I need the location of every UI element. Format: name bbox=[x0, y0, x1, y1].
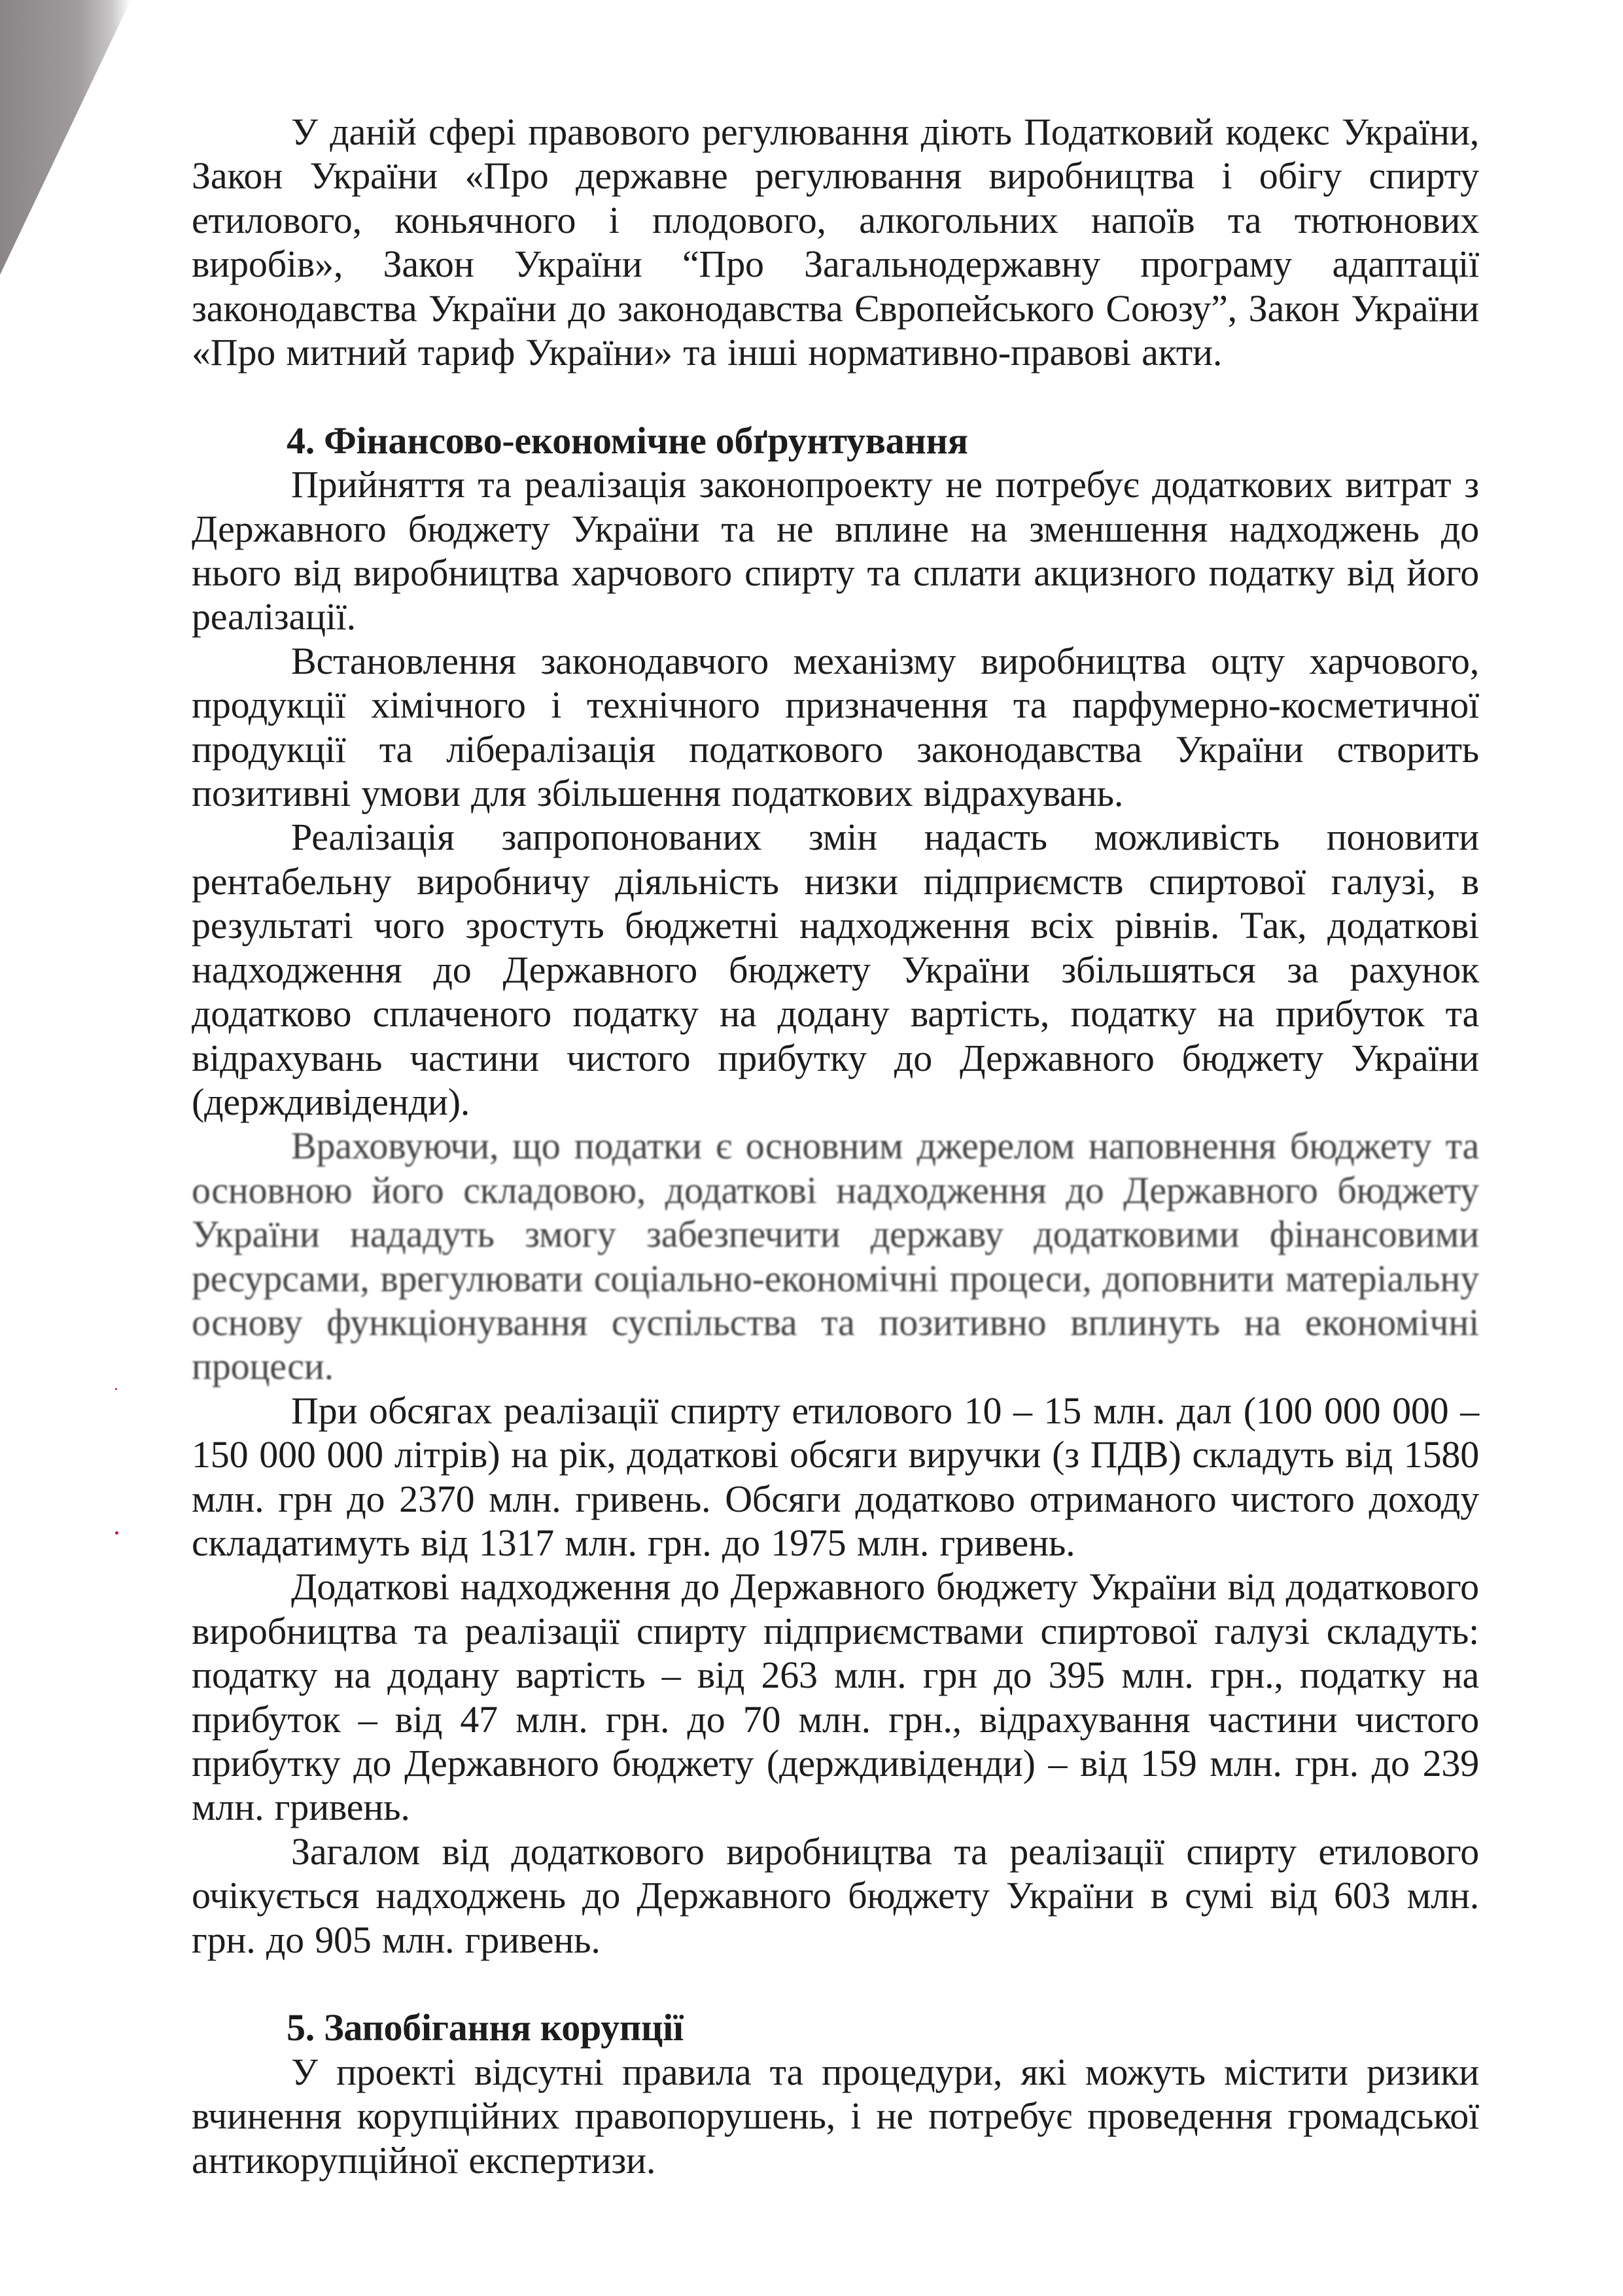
financial-paragraph-5: При обсягах реалізації спирту етилового 10 – 15 млн. дал (100 000 000 – 150 000 000 літрів) на рік, додаткові обсяги виручки (з ПДВ) складуть від 1580 млн. грн до 2370 млн. гривень. Обсяги додатково отриманого чистого доходу складатимуть від 1317 млн. грн. до 1975 млн. гривень. bbox=[192, 1389, 1479, 1564]
scan-artifact-dot bbox=[115, 1388, 117, 1390]
section-heading-financial: 4. Фінансово-економічне обґрунтування bbox=[287, 419, 968, 462]
corruption-paragraph-1: У проекті відсутні правила та процедури, які можуть містити ризики вчинення корупційних правопорушень, і не потребує проведення громадської антикорупційної експертизи. bbox=[192, 2050, 1479, 2182]
financial-paragraph-2: Встановлення законодавчого механізму виробництва оцту харчового, продукції хімічного і технічного призначення та парфумерно-косметичної продукції та лібералізація податкового законодавства України створить позитивні умови для збільшення податкових відрахувань. bbox=[192, 639, 1479, 815]
financial-paragraph-6: Додаткові надходження до Державного бюджету України від додаткового виробництва та реалізації спирту підприємствами спиртової галузі складуть: податку на додану вартість – від 263 млн. грн до 395 млн. грн., податку на прибуток – від 47 млн. грн. до 70 млн. грн., відрахування частини чистого прибутку до Державного бюджету (держдивіденди) – від 159 млн. грн. до 239 млн. гривень. bbox=[192, 1565, 1479, 1829]
section-heading-corruption: 5. Запобігання корупції bbox=[287, 2006, 684, 2049]
financial-paragraph-1: Прийняття та реалізація законопроекту не потребує додаткових витрат з Державного бюджету України та не вплине на зменшення надходжень до нього від виробництва харчового спирту та сплати акцизного податку від його реалізації. bbox=[192, 463, 1479, 638]
financial-paragraph-7: Загалом від додаткового виробництва та реалізації спирту етилового очікується надходжень до Державного бюджету України в сумі від 603 млн. грн. до 905 млн. гривень. bbox=[192, 1830, 1479, 1961]
scan-artifact-dot bbox=[115, 1531, 118, 1535]
document-page bbox=[192, 110, 1479, 2182]
financial-paragraph-4: Враховуючи, що податки є основним джерелом наповнення бюджету та основною його складовою, додаткові надходження до Державного бюджету України нададуть змогу забезпечити державу додатковими фінансовими ресурсами, врегулювати соціально-економічні процеси, доповнити матеріальну основу функціонування суспільства та позитивно вплинуть на економічні процеси. bbox=[192, 1124, 1479, 1388]
scan-shadow-corner bbox=[0, 0, 131, 275]
financial-paragraph-3: Реалізація запропонованих змін надасть можливість поновити рентабельну виробничу діяльність низки підприємств спиртової галузі, в результаті чого зростуть бюджетні надходження всіх рівнів. Так, додаткові надходження до Державного бюджету України збільшяться за рахунок додатково сплаченого податку на додану вартість, податку на прибуток та відрахувань частини чистого прибутку до Державного бюджету України (держдивіденди). bbox=[192, 816, 1479, 1123]
intro-paragraph: У даній сфері правового регулювання діють Податковий кодекс України, Закон України «Про державне регулювання виробництва і обігу спирту етилового, коньячного і плодового, алкогольних напоїв та тютюнових виробів», Закон України “Про Загальнодержавну програму адаптації законодавства України до законодавства Європейського Союзу”, Закон України «Про митний тариф України» та інші нормативно-правові акти. bbox=[192, 111, 1479, 374]
